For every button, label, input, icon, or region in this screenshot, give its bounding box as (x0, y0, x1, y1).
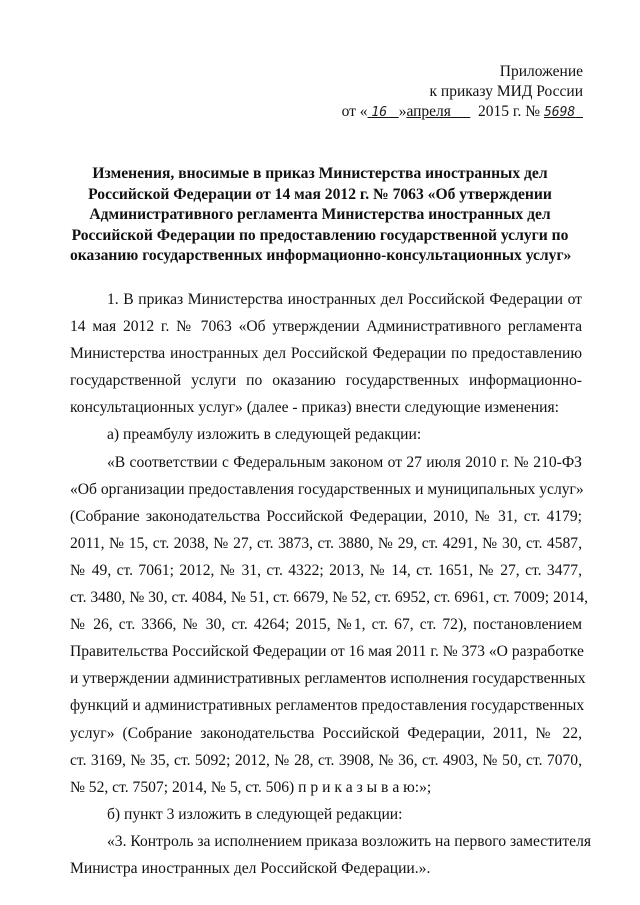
body-line: Министра иностранных дел Российской Федерации.». (70, 859, 431, 877)
order-date-line (342, 102, 583, 123)
body-line: ст. 3480, № 30, ст. 4084, № 51, ст. 6679, № 52, ст. 6952, ст. 6961, ст. 7009; 2014, (70, 589, 589, 607)
body-line: Правительства Российской Федерации от 16 мая 2011 г. № 373 «О разработке (70, 643, 584, 661)
annex-order-ref: к приказу МИД России (429, 83, 583, 100)
order-day-field (368, 103, 399, 120)
document-title (70, 164, 570, 267)
document-body (70, 286, 592, 882)
body-line: 2011, № 15, ст. 2038, № 27, ст. 3873, ст. 3880, № 29, ст. 4291, № 30, ст. 4587, (70, 534, 582, 552)
order-month: апреля (406, 103, 451, 120)
title-line: оказанию государственных информационно-консультационных услуг» (70, 247, 572, 264)
body-line: «Об организации предоставления государственных и муниципальных услуг» (70, 480, 584, 498)
title-line: Российской Федерации от 14 мая 2012 г. № 7063 «Об утверждении (88, 185, 552, 203)
body-line: «3. Контроль за исполнением приказа возложить на первого заместителя (107, 832, 592, 850)
body-line: функций и административных регламентов предоставления государственных (70, 697, 585, 715)
title-line: Изменения, вносимые в приказ Министерства иностранных дел (92, 165, 548, 182)
body-line: Министерства иностранных дел Российской Федерации по предоставлению (70, 345, 582, 363)
body-line: 14 мая 2012 г. № 7063 «Об утверждении Административного регламента (70, 318, 582, 336)
order-year: 2015 г. № (478, 103, 541, 120)
title-line: Административного регламента Министерства иностранных дел (89, 206, 551, 223)
body-line: б) пункт 3 изложить в следующей редакции: (107, 805, 403, 823)
annex-title: Приложение (499, 63, 583, 80)
body-line: ст. 3169, № 35, ст. 5092; 2012, № 28, ст. 3908, № 36, ст. 4903, № 50, ст. 7070, (70, 751, 582, 769)
annex-header (342, 62, 583, 123)
body-line: «В соответствии с Федеральным законом от 27 июля 2010 г. № 210-ФЗ (107, 453, 582, 471)
body-line: и утверждении административных регламентов исполнения государственных (70, 670, 586, 688)
body-line: № 26, ст. 3366, № 30, ст. 4264; 2015, №1, ст. 67, ст. 72), постановлением (70, 616, 582, 634)
body-line: № 49, ст. 7061; 2012, № 31, ст. 4322; 2013, № 14, ст. 1651, № 27, ст. 3477, (70, 561, 582, 579)
body-line: а) преамбулу изложить в следующей редакции: (107, 426, 422, 444)
body-line: услуг» (Собрание законодательства Российской Федерации, 2011, № 22, (70, 724, 582, 742)
order-number: 5698 (543, 105, 576, 120)
order-day: 16 (371, 105, 388, 120)
body-line: 1. В приказ Министерства иностранных дел Российской Федерации от (107, 291, 582, 308)
order-prefix: от « (341, 103, 368, 120)
order-number-field (544, 103, 583, 120)
order-mid: » (398, 103, 407, 120)
body-line: государственной услуги по оказанию государственных информационно- (70, 372, 582, 390)
body-line: консультационных услуг» (далее - приказ) внести следующие изменения: (70, 399, 560, 417)
body-line: (Собрание законодательства Российской Федерации, 2010, № 31, ст. 4179; (70, 507, 582, 525)
body-line: № 52, ст. 7507; 2014, № 5, ст. 506) п р и к а з ы в а ю:»; (70, 778, 432, 796)
order-month-field (406, 103, 470, 120)
title-line: Российской Федерации по предоставлению государственной услуги по (71, 226, 569, 244)
